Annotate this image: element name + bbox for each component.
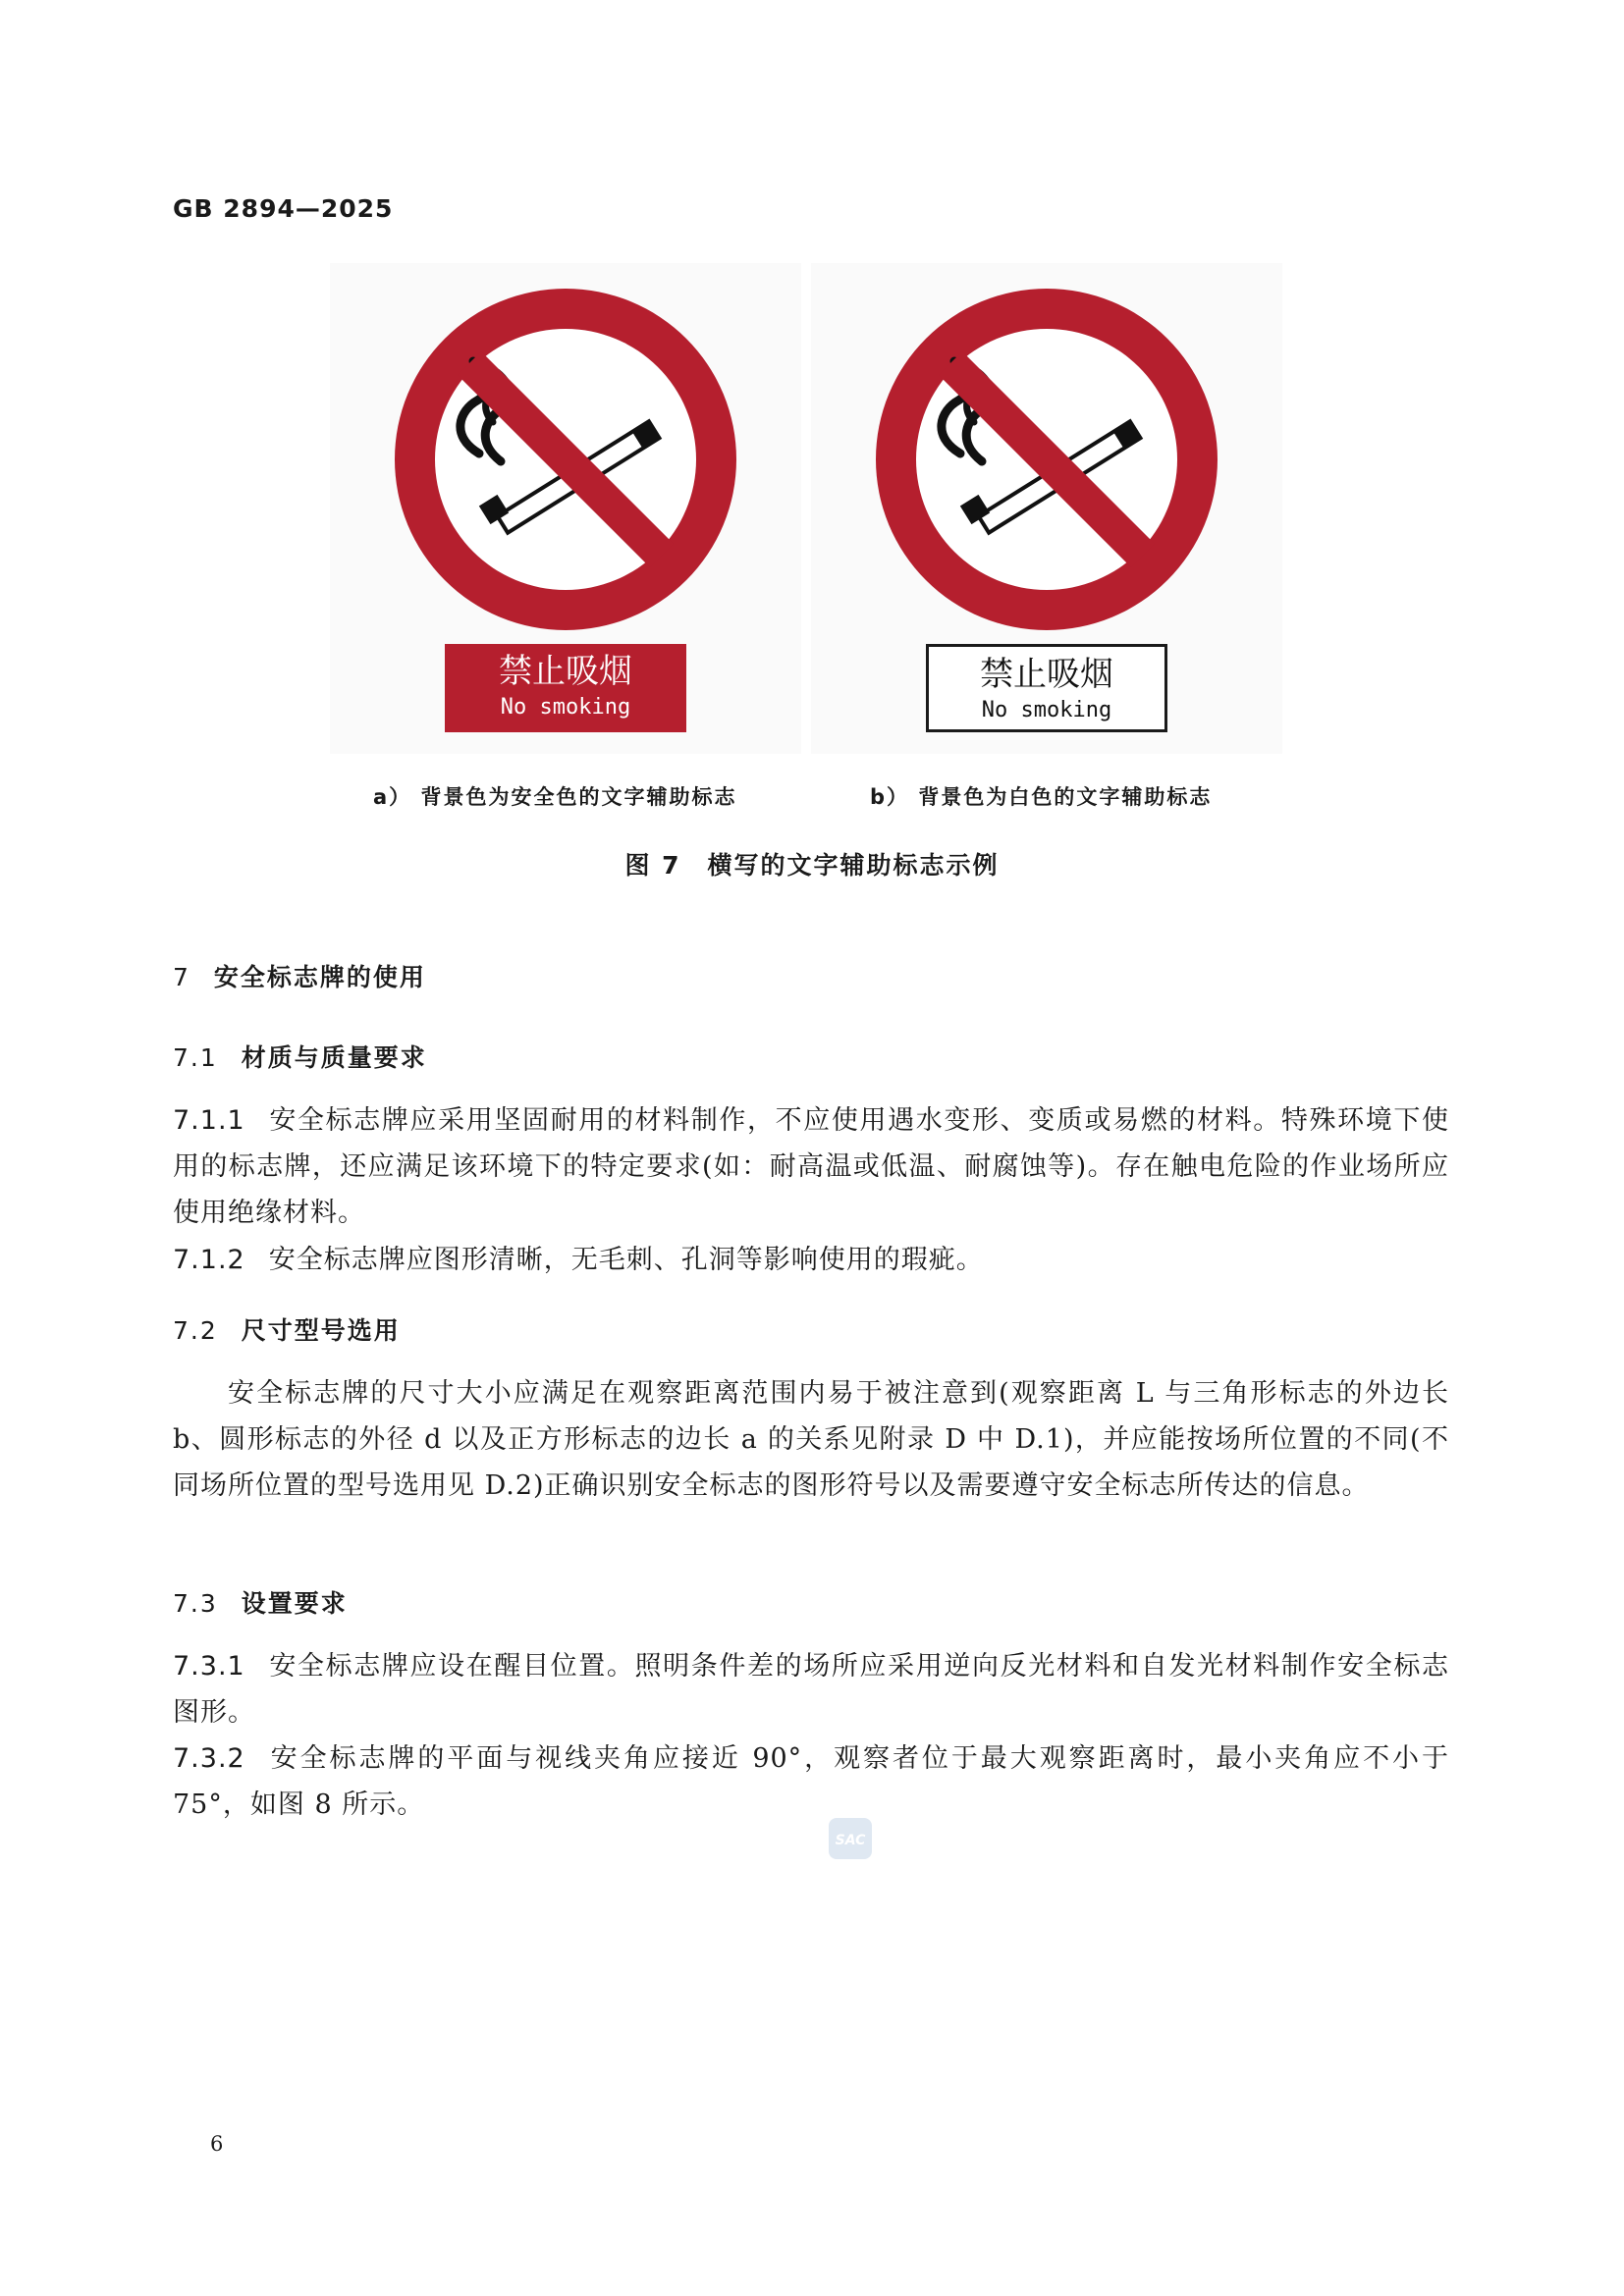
subcaption-a: a） 背景色为安全色的文字辅助标志 (373, 785, 737, 809)
clause-number: 7.1.1 (173, 1105, 245, 1136)
text-label-safety-color (445, 644, 686, 732)
page-number: 6 (210, 2132, 224, 2156)
clause-7-3-2 (173, 1735, 1449, 1828)
section-number: 7 (173, 963, 190, 991)
section-heading-7-1 (173, 1039, 427, 1074)
watermark-text: SAC (835, 1833, 866, 1848)
label-cn: 禁止吸烟 (980, 655, 1113, 694)
section-heading-7 (173, 958, 426, 993)
no-smoking-sign-icon (395, 289, 736, 630)
clause-number: 7.1.2 (173, 1245, 245, 1275)
sac-watermark-icon (829, 1818, 872, 1859)
section-heading-7-2 (173, 1311, 401, 1347)
clause-7-1-1 (173, 1097, 1449, 1236)
label-en: No smoking (981, 698, 1112, 722)
section-title: 尺寸型号选用 (241, 1316, 401, 1345)
no-smoking-sign-icon (876, 289, 1218, 630)
figure-caption: 图 7 横写的文字辅助标志示例 (624, 851, 1000, 880)
clause-text: 安全标志牌应设在醒目位置。照明条件差的场所应采用逆向反光材料和自发光材料制作安全标志图形。 (173, 1651, 1449, 1728)
section-title: 设置要求 (241, 1589, 348, 1618)
figure-panel-a (330, 263, 801, 754)
text-label-white (926, 644, 1167, 732)
clause-number: 7.3.1 (173, 1651, 245, 1682)
figure-panel-b (811, 263, 1282, 754)
clause-7-3-1 (173, 1643, 1449, 1735)
section-title: 安全标志牌的使用 (213, 963, 426, 991)
section-number: 7.1 (173, 1043, 218, 1072)
section-heading-7-3 (173, 1584, 348, 1620)
subcaption-b: b） 背景色为白色的文字辅助标志 (870, 785, 1213, 809)
label-cn: 禁止吸烟 (499, 652, 632, 691)
standard-number: GB 2894—2025 (173, 194, 394, 223)
section-title: 材质与质量要求 (241, 1043, 427, 1072)
clause-text: 安全标志牌应图形清晰，无毛刺、孔洞等影响使用的瑕疵。 (268, 1245, 984, 1275)
clause-text: 安全标志牌的平面与视线夹角应接近 90°，观察者位于最大观察距离时，最小夹角应不小于 75°，如图 8 所示。 (173, 1743, 1449, 1820)
section-number: 7.3 (173, 1589, 218, 1618)
clause-number: 7.3.2 (173, 1743, 245, 1774)
section-number: 7.2 (173, 1316, 218, 1345)
clause-7-1-2 (173, 1237, 1449, 1283)
clause-7-2-body: 安全标志牌的尺寸大小应满足在观察距离范围内易于被注意到(观察距离 L 与三角形标志的外边长 b、圆形标志的外径 d 以及正方形标志的边长 a 的关系见附录 D 中 D.1)，并应能按场所位置的不同(不同场所位置的型号选用见 D.2)正确识别安全标志的图形符号以及需要遵守安全标志所传达的信息。 (173, 1378, 1449, 1501)
clause-text: 安全标志牌应采用坚固耐用的材料制作，不应使用遇水变形、变质或易燃的材料。特殊环境下使用的标志牌，还应满足该环境下的特定要求(如：耐高温或低温、耐腐蚀等)。存在触电危险的作业场所应使用绝缘材料。 (173, 1105, 1449, 1228)
label-en: No smoking (500, 695, 631, 720)
